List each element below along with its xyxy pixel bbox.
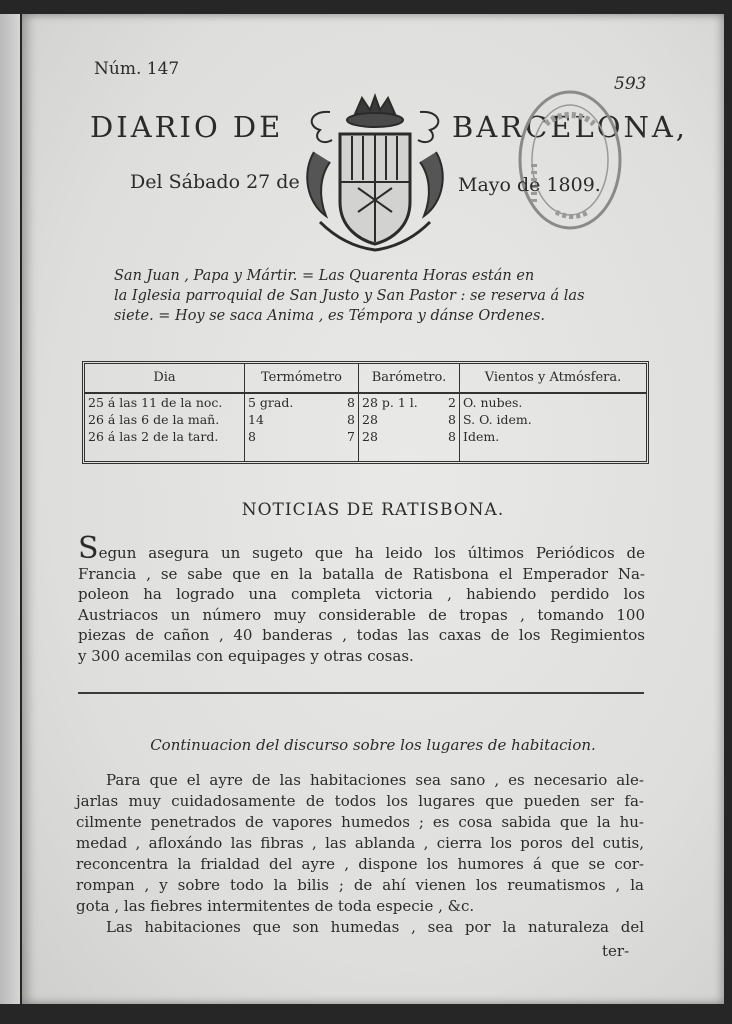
issue-number: Núm. 147 bbox=[94, 59, 180, 79]
text-line: y 300 acemilas con equipages y otras cosas. bbox=[78, 646, 414, 665]
table-row bbox=[245, 394, 358, 411]
table-row bbox=[359, 428, 459, 445]
facing-page-edge bbox=[0, 14, 20, 1004]
text-line: medad , afloxándo las fibras , las ablanda , cierra los poros del cutis, bbox=[76, 834, 644, 852]
news-paragraph bbox=[78, 531, 645, 666]
date-left: Del Sábado 27 de bbox=[130, 171, 300, 193]
drop-cap: S bbox=[78, 531, 99, 566]
table-cell: 7 bbox=[347, 429, 355, 444]
column-termometro bbox=[245, 364, 359, 461]
table-header: Dia bbox=[85, 364, 244, 394]
masthead-title-left: DIARIO DE bbox=[90, 110, 284, 144]
saints-of-the-day bbox=[114, 266, 654, 326]
table-row bbox=[359, 411, 459, 428]
text-line: Austriacos un número muy considerable de tropas , tomando 100 bbox=[78, 605, 645, 624]
table-cell: O. nubes. bbox=[463, 395, 523, 410]
weather-table bbox=[82, 361, 649, 464]
column-vientos bbox=[460, 364, 646, 461]
page-number: 593 bbox=[614, 74, 647, 94]
table-cell: 28 bbox=[362, 412, 378, 427]
column-barometro bbox=[359, 364, 460, 461]
text-line bbox=[78, 531, 645, 566]
table-cell: 8 bbox=[448, 429, 456, 444]
text-line: piezas de cañon , 40 banderas , todas las caxas de los Regimientos bbox=[78, 626, 645, 644]
table-cell: S. O. idem. bbox=[463, 412, 532, 427]
table-cell: 26 á las 6 de la mañ. bbox=[88, 412, 220, 427]
table-cell: 5 grad. bbox=[248, 395, 294, 410]
text-line: reconcentra la frialdad del ayre , dispone los humores á que se cor- bbox=[76, 855, 644, 873]
masthead-title-right: BARCELONA, bbox=[452, 110, 689, 144]
column-dia bbox=[85, 364, 245, 461]
coat-of-arms-icon bbox=[300, 92, 450, 252]
catchword: ter- bbox=[602, 942, 630, 960]
text-line: Francia , se sabe que en la batalla de Ratisbona el Emperador Na- bbox=[78, 564, 645, 583]
text-line: Las habitaciones que son humedas , sea por la naturaleza del bbox=[106, 918, 644, 936]
table-header: Barómetro. bbox=[359, 364, 459, 394]
table-cell: 26 á las 2 de la tard. bbox=[88, 429, 219, 444]
table-cell: 28 bbox=[362, 429, 378, 444]
table-cell: 25 á las 11 de la noc. bbox=[88, 395, 223, 410]
saints-line: la Iglesia parroquial de San Justo y San Pastor : se reserva á las bbox=[114, 288, 585, 304]
table-header: Vientos y Atmósfera. bbox=[460, 364, 646, 394]
news-heading: NOTICIAS DE RATISBONA. bbox=[241, 500, 505, 520]
table-cell: 8 bbox=[248, 429, 256, 444]
table-cell: 2 bbox=[448, 395, 456, 410]
date-right: Mayo de 1809. bbox=[458, 174, 601, 196]
table-cell: 8 bbox=[347, 395, 355, 410]
table-cell: 8 bbox=[448, 412, 456, 427]
discourse-paragraph bbox=[76, 770, 644, 938]
table-row bbox=[359, 394, 459, 411]
saints-line: San Juan , Papa y Mártir. = Las Quarenta Horas están en bbox=[114, 268, 535, 284]
table-row bbox=[245, 428, 358, 445]
text-line: poleon ha logrado una completa victoria , habiendo perdido los bbox=[78, 585, 645, 603]
table-cell: 28 p. 1 l. bbox=[362, 395, 418, 410]
text-line: rompan , y sobre todo la bilis ; de ahí vienen los reumatismos , la bbox=[76, 876, 644, 894]
table-cell: 8 bbox=[347, 412, 355, 427]
library-stamp-icon bbox=[506, 84, 628, 240]
discourse-heading: Continuacion del discurso sobre los lugares de habitacion. bbox=[150, 736, 596, 754]
table-cell: 14 bbox=[248, 412, 264, 427]
saints-line: siete. = Hoy se saca Anima , es Témpora y dánse Ordenes. bbox=[114, 308, 546, 324]
text-line: gota , las fiebres intermitentes de toda especie , &c. bbox=[76, 897, 475, 915]
table-row bbox=[245, 411, 358, 428]
text-line: egun asegura un sugeto que ha leido los últimos Periódicos de bbox=[98, 544, 645, 562]
text-line: cilmente penetrados de vapores humedos ; es cosa sabida que la hu- bbox=[76, 813, 644, 831]
text-line: jarlas muy cuidadosamente de todos los lugares que pueden ser fa- bbox=[76, 792, 644, 810]
text-line: Para que el ayre de las habitaciones sea sano , es necesario ale- bbox=[106, 771, 644, 789]
table-header: Termómetro bbox=[245, 364, 358, 394]
table-cell: Idem. bbox=[463, 429, 500, 444]
section-divider bbox=[78, 692, 644, 694]
newspaper-page bbox=[22, 14, 724, 1004]
